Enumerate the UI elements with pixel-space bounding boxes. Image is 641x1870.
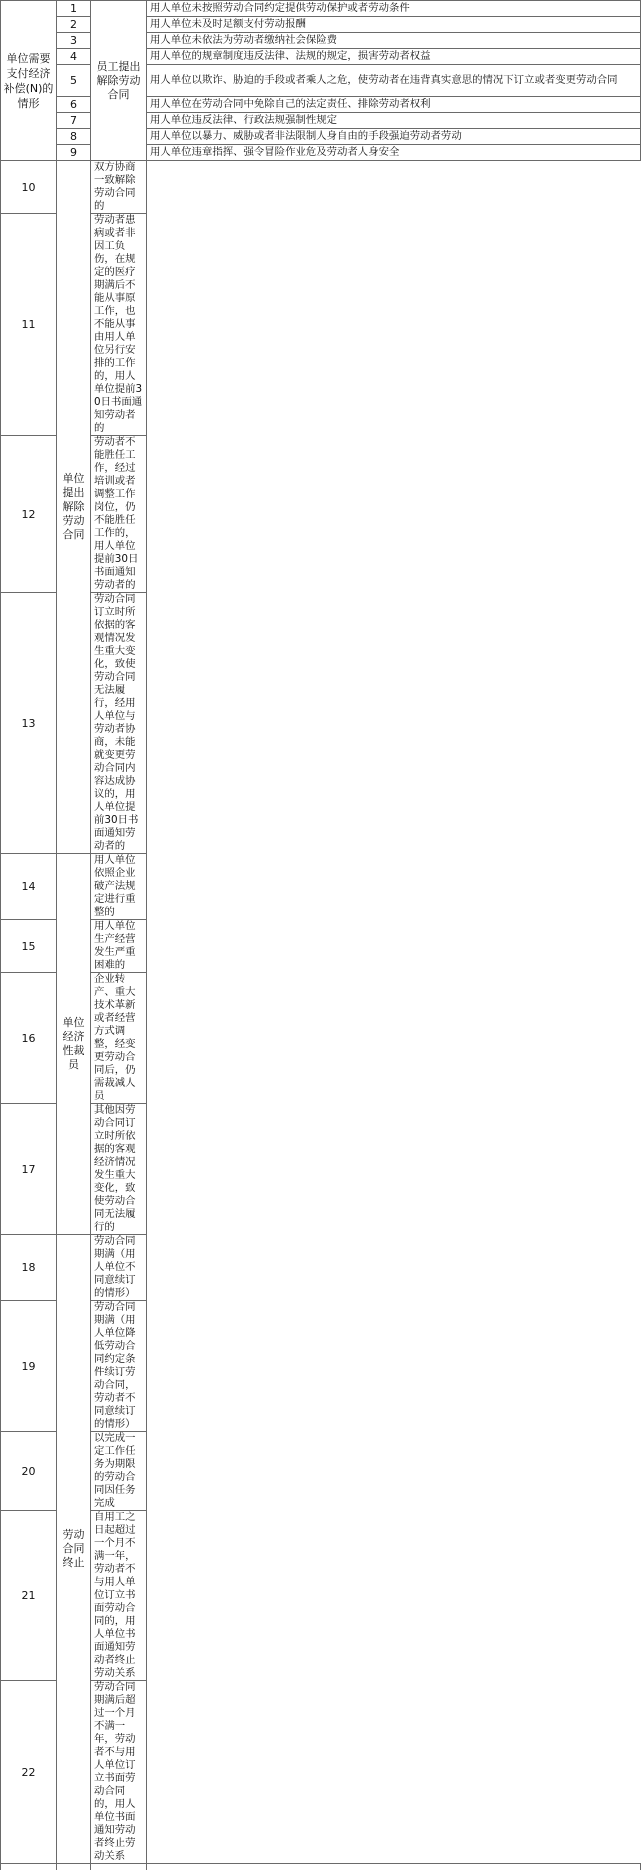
table-row [1, 1235, 641, 1301]
table-row [1, 214, 641, 436]
row-number: 8 [57, 129, 91, 145]
row-text: 劳动合同期满（用人单位不同意续订的情形） [91, 1235, 147, 1301]
row-number: 5 [57, 65, 91, 97]
row-text: 其他因劳动合同订立时所依据的客观经济情况发生重大变化，致使劳动合同无法履行的 [91, 1104, 147, 1235]
row-text: 用人单位未依法为劳动者缴纳社会保险费 [147, 33, 641, 49]
group-label-employee-termination: 员工提出解除劳动合同 [91, 1, 147, 161]
table-row [1, 1432, 641, 1511]
row-number: 17 [1, 1104, 57, 1235]
row-text: 用人单位以欺诈、胁迫的手段或者乘人之危，使劳动者在违背真实意思的情况下订立或者变更劳动合同 [147, 65, 641, 97]
row-text: 用人单位以暴力、威胁或者非法限制人身自由的手段强迫劳动者劳动 [147, 129, 641, 145]
row-number: 15 [1, 920, 57, 973]
row-number: 3 [57, 33, 91, 49]
row-text: 自用工之日起超过一个月不满一年，劳动者不与用人单位订立书面劳动合同的，用人单位书面通知劳动者终止劳动关系 [91, 1511, 147, 1681]
main-category-cell: 单位需要支付经济补偿(N)的情形 [1, 1, 57, 161]
row-text: 劳动者不能胜任工作，经过培训或者调整工作岗位，仍不能胜任工作的，用人单位提前30日书面通知劳动者的 [91, 436, 147, 593]
row-text: 企业转产、重大技术革新或者经营方式调整，经变更劳动合同后，仍需裁减人员 [91, 973, 147, 1104]
group-label-layoff: 单位经济性裁员 [57, 854, 91, 1235]
row-number: 1 [57, 1, 91, 17]
table-row [1, 593, 641, 854]
row-text: 以完成一定工作任务为期限的劳动合同因任务完成 [91, 1432, 147, 1511]
row-text: 用人单位未按照劳动合同约定提供劳动保护或者劳动条件 [147, 1, 641, 17]
row-number: 7 [57, 113, 91, 129]
row-number: 2 [57, 17, 91, 33]
table-row-cutoff [1, 1864, 641, 1870]
row-number: 16 [1, 973, 57, 1104]
table-row [1, 436, 641, 593]
row-text: 用人单位违章指挥、强令冒险作业危及劳动者人身安全 [147, 145, 641, 161]
row-number: 18 [1, 1235, 57, 1301]
table-row [1, 161, 641, 214]
row-number: 11 [1, 214, 57, 436]
table-row [1, 1301, 641, 1432]
table-row [1, 854, 641, 920]
row-text: 用人单位违反法律、行政法规强制性规定 [147, 113, 641, 129]
table-row [1, 1681, 641, 1864]
row-number: 9 [57, 145, 91, 161]
cutoff-cell [57, 1864, 91, 1870]
cutoff-cell [91, 1864, 147, 1870]
row-number: 22 [1, 1681, 57, 1864]
row-text: 劳动合同订立时所依据的客观情况发生重大变化，致使劳动合同无法履行，经用人单位与劳动者协商，未能就变更劳动合同内容达成协议的，用人单位提前30日书面通知劳动者的 [91, 593, 147, 854]
row-number: 10 [1, 161, 57, 214]
row-text: 用人单位生产经营发生严重困难的 [91, 920, 147, 973]
table-row [1, 1511, 641, 1681]
row-number: 19 [1, 1301, 57, 1432]
row-text: 用人单位的规章制度违反法律、法规的规定，损害劳动者权益 [147, 49, 641, 65]
row-number: 21 [1, 1511, 57, 1681]
row-number: 14 [1, 854, 57, 920]
row-number: 4 [57, 49, 91, 65]
table-row [1, 1, 641, 17]
row-number: 12 [1, 436, 57, 593]
row-text: 劳动者患病或者非因工负伤，在规定的医疗期满后不能从事原工作，也不能从事由用人单位另行安排的工作的，用人单位提前30日书面通知劳动者的 [91, 214, 147, 436]
group-label-contract-end: 劳动合同终止 [57, 1235, 91, 1864]
row-number: 20 [1, 1432, 57, 1511]
table-row [1, 920, 641, 973]
cutoff-cell [147, 1864, 641, 1870]
row-text: 用人单位在劳动合同中免除自己的法定责任、排除劳动者权利 [147, 97, 641, 113]
row-text: 用人单位依照企业破产法规定进行重整的 [91, 854, 147, 920]
table-row [1, 1104, 641, 1235]
group-label-employer-termination: 单位提出解除劳动合同 [57, 161, 91, 854]
row-text: 双方协商一致解除劳动合同的 [91, 161, 147, 214]
table-row [1, 973, 641, 1104]
row-number: 6 [57, 97, 91, 113]
row-text: 劳动合同期满后超过一个月不满一年，劳动者不与用人单位订立书面劳动合同的，用人单位书面通知劳动者终止劳动关系 [91, 1681, 147, 1864]
row-number: 13 [1, 593, 57, 854]
row-text: 劳动合同期满（用人单位降低劳动合同约定条件续订劳动合同，劳动者不同意续订的情形） [91, 1301, 147, 1432]
cutoff-cell [1, 1864, 57, 1870]
row-text: 用人单位未及时足额支付劳动报酬 [147, 17, 641, 33]
